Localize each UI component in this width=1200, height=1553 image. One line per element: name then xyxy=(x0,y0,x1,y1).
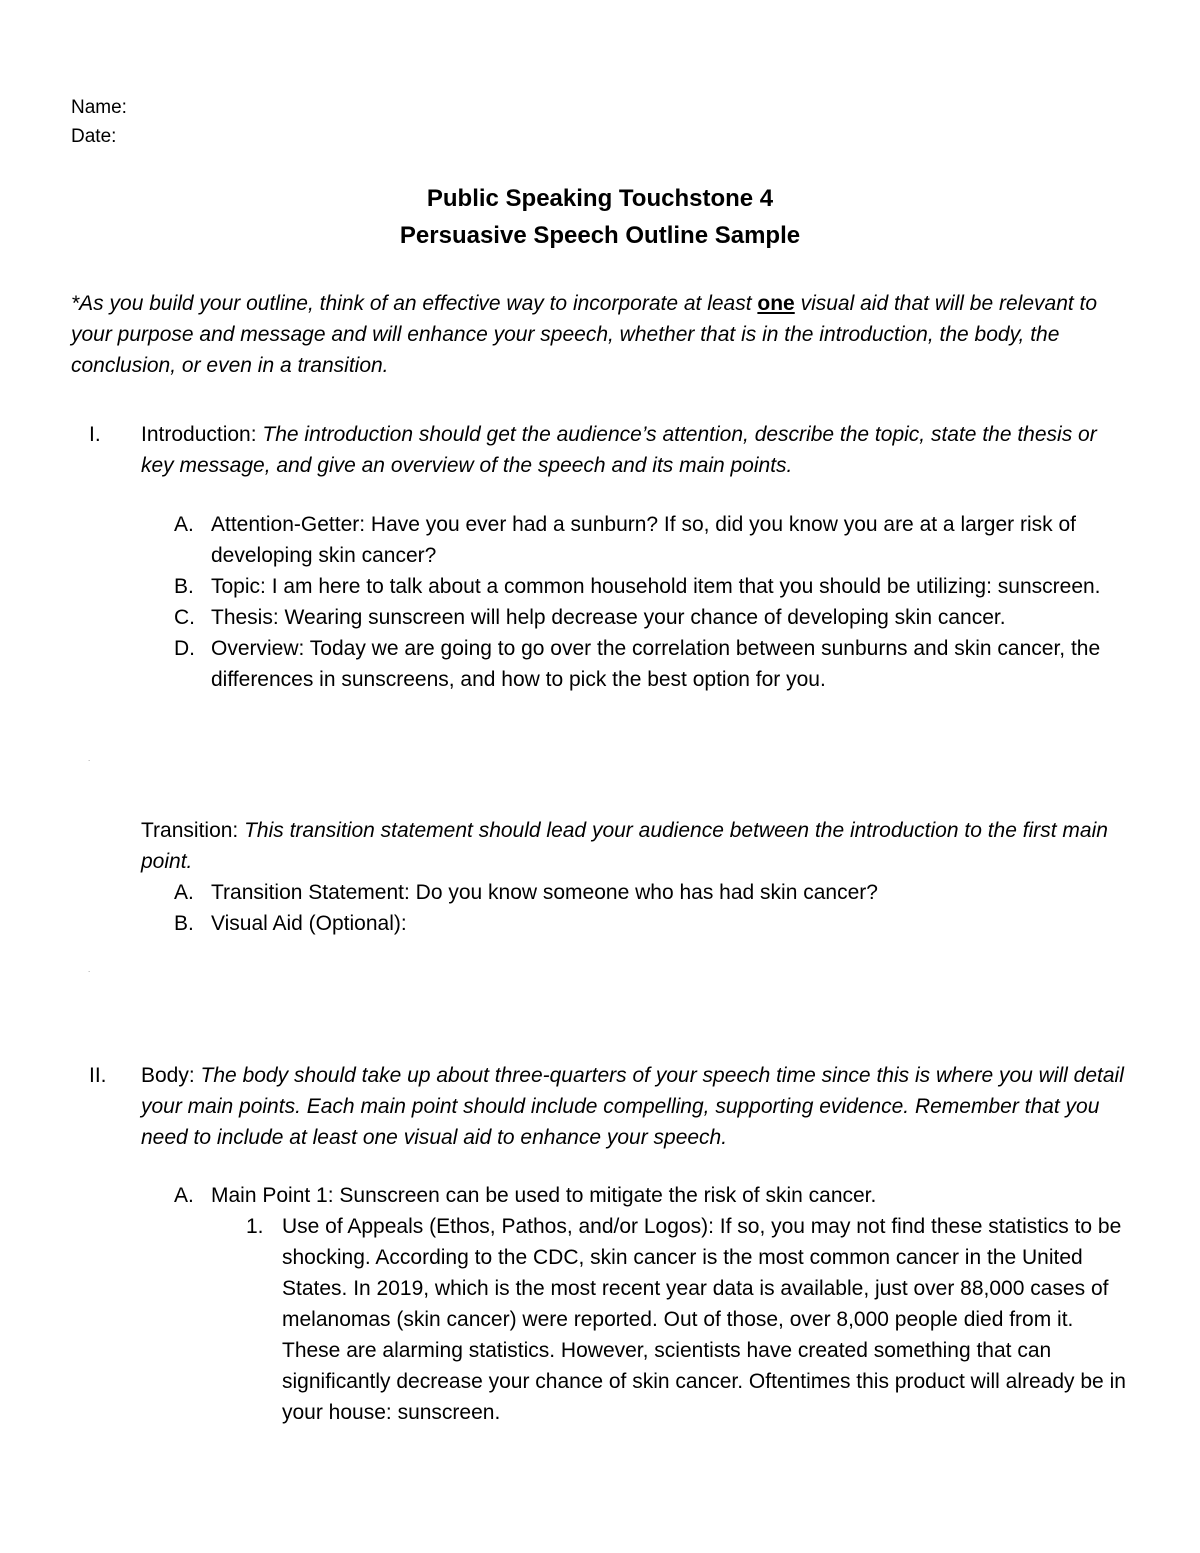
introduction-description: The introduction should get the audience’s attention, describe the topic, state the thesis or key message, and give an overview of the speech and its main points. xyxy=(141,423,1097,477)
item-marker: A. xyxy=(174,881,194,904)
item-marker: D. xyxy=(174,637,195,660)
list-item xyxy=(141,571,1131,602)
stray-mark: . xyxy=(88,754,91,763)
transition-heading xyxy=(141,815,1131,877)
item-text: Overview: Today we are going to go over the correlation between sunburns and skin cancer, the differences in sunscreens, and how to pick the best option for you. xyxy=(211,637,1101,691)
list-item xyxy=(141,509,1131,571)
introduction-label: Introduction: xyxy=(141,423,263,446)
item-text: Transition Statement: Do you know someone who has had skin cancer? xyxy=(211,881,878,904)
introduction-numeral: I. xyxy=(89,423,101,446)
item-marker: A. xyxy=(174,1184,194,1207)
header-fields xyxy=(71,93,127,151)
instructions-text-after: visual aid that will be relevant to your purpose and message and will enhance your speech, whether that is in the introduction, the body, the conclusion, or even in a transition. xyxy=(71,292,1098,377)
body-label: Body: xyxy=(141,1064,201,1087)
main-point-item xyxy=(141,1180,1131,1428)
list-item xyxy=(141,877,1131,908)
item-marker: B. xyxy=(174,575,194,598)
stray-mark: . xyxy=(88,965,91,974)
item-text: Thesis: Wearing sunscreen will help decrease your chance of developing skin cancer. xyxy=(211,606,1006,629)
item-text: Topic: I am here to talk about a common household item that you should be utilizing: sunscreen. xyxy=(211,575,1101,598)
date-label: Date: xyxy=(71,126,117,147)
transition-items xyxy=(141,877,1131,939)
instructions-paragraph xyxy=(71,288,1131,381)
item-text: Attention-Getter: Have you ever had a sunburn? If so, did you know you are at a larger risk of developing skin cancer? xyxy=(211,513,1076,567)
body-numeral: II. xyxy=(89,1064,107,1087)
transition-description: This transition statement should lead your audience between the introduction to the first main point. xyxy=(141,819,1108,873)
transition-section xyxy=(71,815,1131,939)
introduction-section xyxy=(71,419,1131,695)
body-heading xyxy=(141,1060,1131,1153)
instructions-text-before: *As you build your outline, think of an effective way to incorporate at least xyxy=(71,292,758,315)
list-item xyxy=(141,633,1131,695)
list-item xyxy=(141,602,1131,633)
item-marker: A. xyxy=(174,513,194,536)
title-line-1: Public Speaking Touchstone 4 xyxy=(426,185,774,212)
instructions-emphasis: one xyxy=(757,292,795,315)
title-line-2: Persuasive Speech Outline Sample xyxy=(399,222,801,249)
main-point-text: Main Point 1: Sunscreen can be used to mitigate the risk of skin cancer. xyxy=(211,1184,877,1207)
body-items xyxy=(141,1180,1131,1428)
introduction-items xyxy=(141,509,1131,695)
name-label: Name: xyxy=(71,97,127,118)
item-marker: C. xyxy=(174,606,195,629)
sub-item-text: Use of Appeals (Ethos, Pathos, and/or Logos): If so, you may not find these statistics to be shocking. According to the CDC, skin cancer is the most common cancer in the United States. In 2019, which is the most recent year data is available, just over 88,000 cases of melanomas (skin cancer) were reported. Out of those, over 8,000 people died from it. These are alarming statistics. However, scientists have created something that can significantly decrease your chance of skin cancer. Oftentimes this product will already be in your house: sunscreen. xyxy=(282,1215,1126,1424)
main-point-subitems xyxy=(211,1211,1131,1428)
body-description: The body should take up about three-quarters of your speech time since this is where you will detail your main points. Each main point should include compelling, supporting evidence. Remember that you need to include at least one visual aid to enhance your speech. xyxy=(141,1064,1124,1149)
item-marker: B. xyxy=(174,912,194,935)
sub-list-item xyxy=(211,1211,1131,1428)
introduction-heading xyxy=(141,419,1131,481)
sub-item-marker: 1. xyxy=(246,1215,264,1238)
document-title xyxy=(0,180,1200,254)
transition-label: Transition: xyxy=(141,819,245,842)
list-item xyxy=(141,908,1131,939)
item-text: Visual Aid (Optional): xyxy=(211,912,407,935)
body-section xyxy=(71,1060,1131,1428)
